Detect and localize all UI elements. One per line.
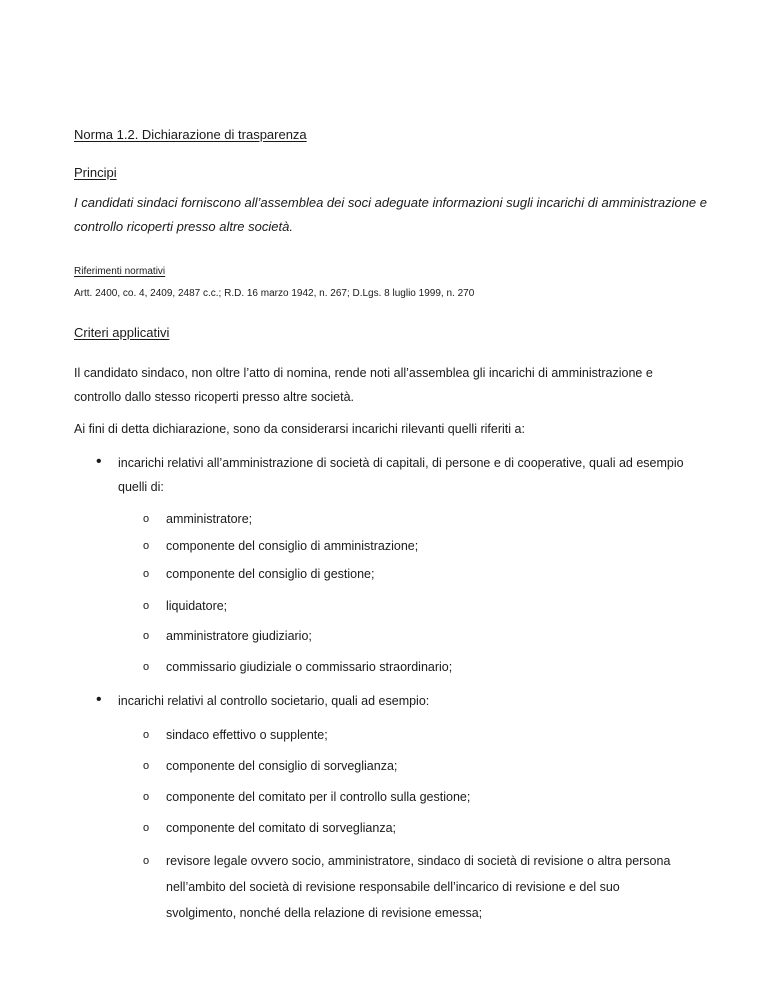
list-item: componente del consiglio di gestione; xyxy=(166,567,375,581)
bullet-1-line-2: quelli di: xyxy=(118,480,164,494)
list-item: liquidatore; xyxy=(166,599,228,613)
sub-bullet-icon: o xyxy=(143,600,150,612)
sub-bullet-icon: o xyxy=(143,822,150,834)
list-item-line-3: svolgimento, nonché della relazione di revisione emessa; xyxy=(166,906,483,920)
principles-title: Principi xyxy=(74,165,117,180)
references-text: Artt. 2400, co. 4, 2409, 2487 c.c.; R.D. 16 marzo 1942, n. 267; D.Lgs. 8 luglio 1999, n. 270 xyxy=(74,288,475,299)
sub-bullet-icon: o xyxy=(143,540,150,552)
list-item: sindaco effettivo o supplente; xyxy=(166,728,328,742)
bullet-icon: • xyxy=(96,453,102,470)
list-item: componente del comitato di sorveglianza; xyxy=(166,821,396,835)
sub-bullet-icon: o xyxy=(143,661,150,673)
list-item-line-2: nell’ambito del società di revisione responsabile dell’incarico di revisione e del suo xyxy=(166,880,620,894)
sub-bullet-icon: o xyxy=(143,760,150,772)
list-item-line-1: revisore legale ovvero socio, amministratore, sindaco di società di revisione o altra persona xyxy=(166,854,671,868)
criteria-title: Criteri applicativi xyxy=(74,325,170,340)
list-item: amministratore; xyxy=(166,512,253,526)
sub-bullet-icon: o xyxy=(143,568,150,580)
list-item: componente del consiglio di sorveglianza; xyxy=(166,759,398,773)
criteria-paragraph-1-line-2: controllo dallo stesso ricoperti presso altre società. xyxy=(74,390,354,404)
sub-bullet-icon: o xyxy=(143,513,150,525)
criteria-paragraph-2: Ai fini di detta dichiarazione, sono da considerarsi incarichi rilevanti quelli riferiti a: xyxy=(74,422,525,436)
sub-bullet-icon: o xyxy=(143,630,150,642)
bullet-icon: • xyxy=(96,691,102,708)
criteria-paragraph-1-line-1: Il candidato sindaco, non oltre l’atto di nomina, rende noti all’assemblea gli incarichi di amministrazione e xyxy=(74,366,653,380)
bullet-2-line-1: incarichi relativi al controllo societario, quali ad esempio: xyxy=(118,694,430,708)
list-item: componente del consiglio di amministrazione; xyxy=(166,539,419,553)
list-item: componente del comitato per il controllo sulla gestione; xyxy=(166,790,471,804)
principles-line-2: controllo ricoperti presso altre società. xyxy=(74,219,293,234)
sub-bullet-icon: o xyxy=(143,791,150,803)
references-title: Riferimenti normativi xyxy=(74,266,166,277)
bullet-1-line-1: incarichi relativi all’amministrazione di società di capitali, di persone e di cooperative, quali ad esempio xyxy=(118,456,684,470)
principles-line-1: I candidati sindaci forniscono all’assemblea dei soci adeguate informazioni sugli incarichi di amministrazione e xyxy=(74,195,707,210)
norm-heading: Norma 1.2. Dichiarazione di trasparenza xyxy=(74,127,307,142)
list-item: commissario giudiziale o commissario straordinario; xyxy=(166,660,453,674)
sub-bullet-icon: o xyxy=(143,855,150,867)
list-item: amministratore giudiziario; xyxy=(166,629,312,643)
sub-bullet-icon: o xyxy=(143,729,150,741)
